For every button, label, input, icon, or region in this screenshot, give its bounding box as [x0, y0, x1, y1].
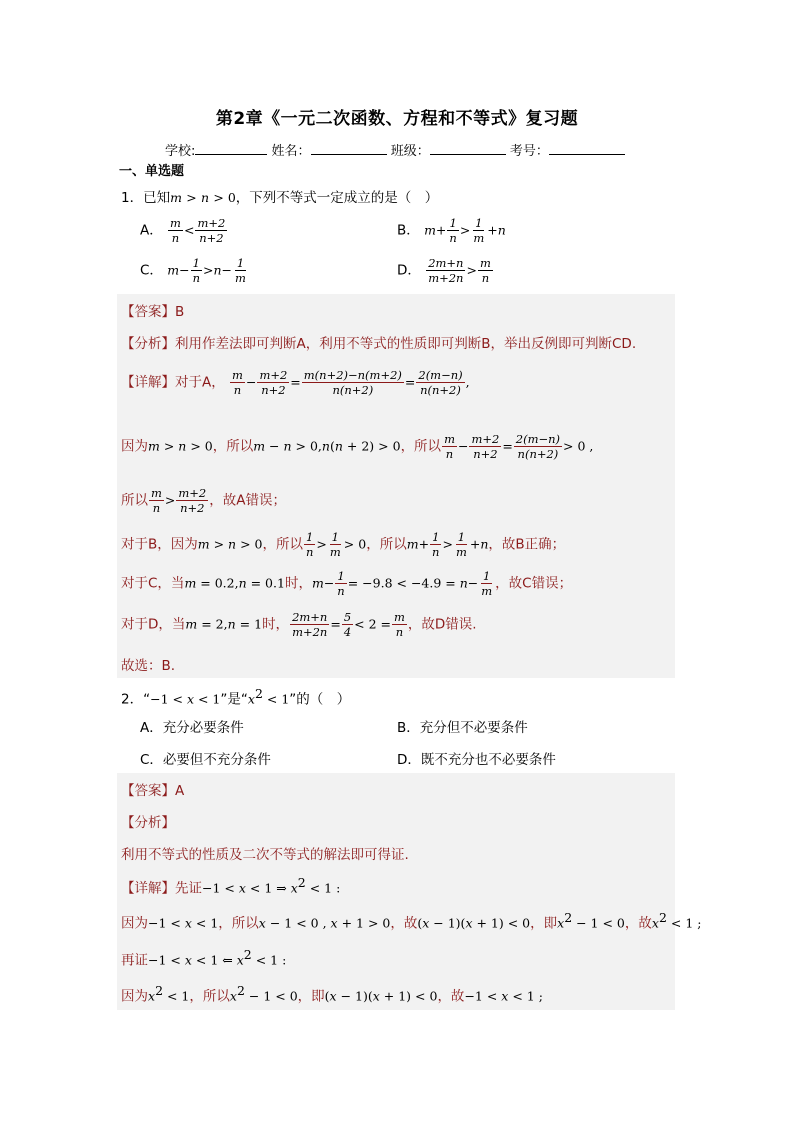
school-label: 学校: — [165, 144, 196, 159]
document-title: 第2章《一元二次函数、方程和不等式》复习题 — [215, 109, 579, 129]
q2-analysis: 利用不等式的性质及二次不等式的解法即可得证. — [121, 847, 409, 863]
q2-option-c: C．必要但不充分条件 — [140, 752, 271, 768]
name-label: 姓名： — [271, 144, 311, 159]
q1-option-b: B． m+ $\frac{1}{n}$ > $\frac{1}{m}$ +n — [397, 216, 506, 245]
student-info-line — [165, 140, 625, 159]
q1-detail-line-1: 【详解】对于A， $\frac{m}{n}$ − $\frac{m+2}{n+2}$ = $\frac{m(n+2)-n(m+2)}{n(n+2)}$ = $\frac{2(m-n)}{n(n+2)}$ , — [121, 368, 470, 397]
q1-detail-line-5: 对于C，当m = 0.2,n = 0.1时，m− $\frac{1}{n}$ = −9.8 < −4.9 = n− $\frac{1}{m}$ ，故C错误； — [121, 569, 573, 598]
name-blank[interactable] — [311, 142, 387, 155]
q1-option-c: C． m− $\frac{1}{n}$ >n− $\frac{1}{m}$ — [140, 256, 246, 285]
q1-option-a: A． $\frac{m}{n}$ < $\frac{m+2}{n+2}$ — [140, 216, 226, 245]
school-blank[interactable] — [195, 142, 267, 155]
q1-detail-line-2: 因为m > n > 0，所以m − n > 0,n(n + 2) > 0，所以 $\frac{m}{n}$ − $\frac{m+2}{n+2}$ = $\frac{2(m-n)}{n(n+2)}$ > 0 , — [121, 432, 594, 461]
exam-no-blank[interactable] — [549, 142, 625, 155]
exam-no-label: 考号： — [509, 144, 549, 159]
q1-detail-line-4: 对于B，因为m > n > 0，所以 $\frac{1}{n}$ > $\frac{1}{m}$ > 0，所以m+ $\frac{1}{n}$ > $\frac{1}{m}$ +n，故B正确； — [121, 530, 566, 559]
q1-conclusion: 故选：B. — [121, 658, 176, 674]
q2-answer: 【答案】A — [121, 783, 185, 799]
q1-detail-line-6: 对于D，当m = 2,n = 1时， $\frac{2m+n}{m+2n}$ = $\frac{5}{4}$ < 2 = $\frac{m}{n}$ ，故D错误. — [121, 610, 477, 639]
class-label: 班级： — [390, 144, 430, 159]
q2-detail-line-1: 【详解】先证−1 < x < 1 ⇒ $x^2 < 1$ : — [121, 875, 341, 897]
q1-stem: 1．已知m > n > 0，下列不等式一定成立的是（ ） — [121, 190, 439, 206]
class-blank[interactable] — [430, 142, 506, 155]
q2-detail-line-4: 因为$x^2 < 1$，所以$x^2 - 1 < 0$，即(x − 1)(x + 1) < 0，故−1 < x < 1 ; — [121, 983, 543, 1005]
q2-option-a: A．充分必要条件 — [140, 720, 244, 736]
section-heading: 一、单选题 — [119, 164, 185, 179]
q1-analysis: 【分析】利用作差法即可判断A，利用不等式的性质即可判断B，举出反例即可判断CD. — [121, 336, 637, 352]
q2-detail-line-2: 因为−1 < x < 1，所以x − 1 < 0 , x + 1 > 0，故(x − 1)(x + 1) < 0，即$x^2 - 1 < 0$，故$x^2 < 1$ ; — [121, 910, 702, 932]
q2-option-b: B．充分但不必要条件 — [397, 720, 528, 736]
q1-detail-line-3: 所以 $\frac{m}{n}$ > $\frac{m+2}{n+2}$ ，故A错误； — [121, 486, 286, 515]
q2-option-d: D．既不充分也不必要条件 — [397, 752, 556, 768]
q2-detail-line-3: 再证−1 < x < 1 ⇐ $x^2 < 1$ : — [121, 947, 287, 969]
q2-stem: 2．“−1 < x < 1”是“$x^2 < 1$”的（ ） — [121, 686, 351, 708]
q1-answer: 【答案】B — [121, 304, 185, 320]
q1-option-d: D． $\frac{2m+n}{m+2n}$ > $\frac{m}{n}$ — [397, 256, 491, 285]
q2-analysis-label: 【分析】 — [121, 815, 175, 831]
